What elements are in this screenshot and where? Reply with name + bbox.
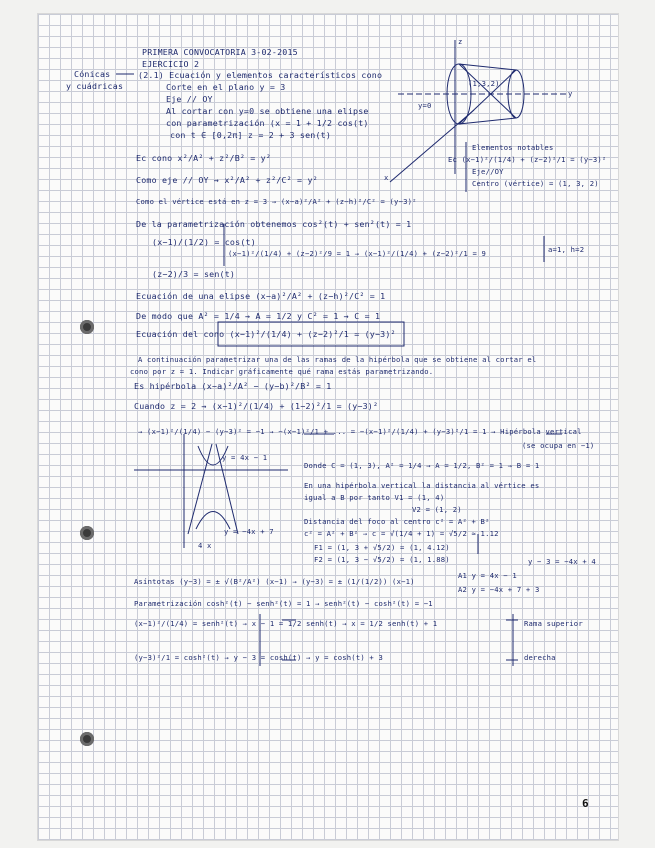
exam-title: PRIMERA CONVOCATORIA 3-02-2015 (142, 47, 298, 57)
line-2: Corte en el plano y = 3 (166, 82, 286, 92)
side-note: Ec (x−1)²/(1/4) + (z−2)²/1 = (y−3)² (448, 155, 607, 164)
part2-line-2: cono por z = 1. Indicar gráficamente qué rama estás parametrizando. (130, 367, 434, 376)
line-15: De modo que A² = 1/4 → A = 1/2 y C² = 1 → C = 1 (136, 311, 381, 321)
param-y: (y−3)²/1 = cosh²(t) → y − 3 = cosh(t) → y = cosh(t) + 3 (134, 653, 383, 662)
line-1: (2.1) Ecuación y elementos característicos cono (138, 70, 383, 80)
line-6: con t ∈ [0,2π] z = 2 + 3 sen(t) (170, 130, 332, 140)
line-7: Ec cono x²/A² + z²/B² = y² (136, 153, 272, 163)
diagram-axis-label: z (458, 37, 463, 46)
param-branch-label: Rama superior (524, 619, 583, 628)
diagram-axis-label: x (384, 173, 389, 182)
line-5: con parametrización (x = 1 + 1/2 cos(t) (166, 118, 369, 128)
side-note: Eje//OY (472, 167, 504, 176)
part2-line-13: F2 = (1, 3 − √5/2) = (1, 1.88) (314, 555, 450, 564)
margin-note: y cuádricas (66, 81, 124, 91)
side-note: Centro (vértice) = (1, 3, 2) (472, 179, 599, 188)
line-9: Como el vértice está en z = 3 → (x−a)²/A² + (z−h)²/C² = (y−3)² (136, 197, 417, 206)
line-4: Al cortar con y=0 se obtiene una elipse (166, 106, 369, 116)
line-13: (x−1)²/(1/4) + (z−2)²/9 = 1 → (x−1)²/(1/4) + (z−2)²/1 = 9 (228, 249, 487, 258)
part2-line-3: Es hipérbola (x−a)²/A² − (y−b)²/B² = 1 (134, 381, 332, 391)
page-number: 6 (582, 797, 589, 810)
cone-base-ellipse (447, 64, 471, 124)
graph-label: 4 x (198, 541, 212, 550)
line-11: (x−1)/(1/2) = cos(t) (152, 237, 256, 247)
graph-label: y = −4x + 7 (224, 527, 274, 536)
diagram-axis-label: y (568, 89, 573, 98)
line-14: Ecuación de una elipse (x−a)²/A² + (z−h)²/C² = 1 (136, 291, 386, 301)
parametrization-line: Parametrización cosh²(t) − senh²(t) = 1 → senh²(t) − cosh²(t) = −1 (134, 599, 433, 608)
line-16: Ecuación del cono (x−1)²/(1/4) + (z−2)²/1 = (y−3)² (136, 329, 396, 339)
graph-paper-sheet (38, 14, 618, 840)
part2-line-10: Distancia del foco al centro c² = A² + B² (304, 517, 490, 526)
line-12: (z−2)/3 = sen(t) (152, 269, 236, 279)
line-8: Como eje // OY → x²/A² + z²/C² = y² (136, 175, 318, 185)
part2-line-4: Cuando z = 2 → (x−1)²/(1/4) + (1−2)²/1 = (y−3)² (134, 401, 379, 411)
part2-line-7: En una hipérbola vertical la distancia al vértice es (304, 481, 540, 490)
param-branch-label: derecha (524, 653, 556, 662)
part2-line-1: A continuación parametrizar una de las ramas de la hipérbola que se obtiene al cortar el (138, 355, 537, 364)
part2-line-5: → (x−1)²/(1/4) − (y−3)² = −1 → −(x−1)²/1 + ... = −(x−1)²/(1/4) + (y−3)²/1 = 1 → Hipérbola vertical (138, 427, 582, 436)
side-note: Elementos notables (472, 143, 554, 152)
part2-line-5b: (se ocupa en −1) (522, 441, 595, 450)
part2-line-12: F1 = (1, 3 + √5/2) = (1, 4.12) (314, 543, 450, 552)
asymptotes-line: Asíntotas (y−3) = ± √(B²/A²) (x−1) → (y−3) = ± (1/(1/2)) (x−1) (134, 577, 415, 586)
part2-line-9: V2 = (1, 2) (412, 505, 462, 514)
part2-line-8: igual a B por tanto V1 = (1, 4) (304, 493, 445, 502)
param-x: (x−1)²/(1/4) = senh²(t) → x − 1 = 1/2 senh(t) → x = 1/2 senh(t) + 1 (134, 619, 438, 628)
exercise-label: EJERCICIO 2 (142, 59, 200, 69)
side-note: a=1, h=2 (548, 245, 585, 254)
line-3: Eje // OY (166, 94, 213, 104)
diagram-label: y=0 (418, 101, 432, 110)
margin-note: Cónicas (74, 69, 111, 79)
part2-line-11: c² = A² + B² → c = √(1/4 + 1) = √5/2 ≈ 1.12 (304, 529, 499, 538)
x-axis (390, 110, 474, 182)
asymptote-result: A1 y = 4x − 1 (458, 571, 517, 580)
diagram-label: (1,3,2) (468, 79, 500, 88)
line-10: De la parametrización obtenemos cos²(t) + sen²(t) = 1 (136, 219, 412, 229)
graph-label: y = 4x − 1 (222, 453, 268, 462)
asymptote-result: A2 y = −4x + 7 + 3 (458, 585, 540, 594)
asymptote-result: y − 3 = −4x + 4 (528, 557, 596, 566)
part2-line-6: Donde C = (1, 3), A² = 1/4 → A = 1/2, B² = 1 → B = 1 (304, 461, 540, 470)
